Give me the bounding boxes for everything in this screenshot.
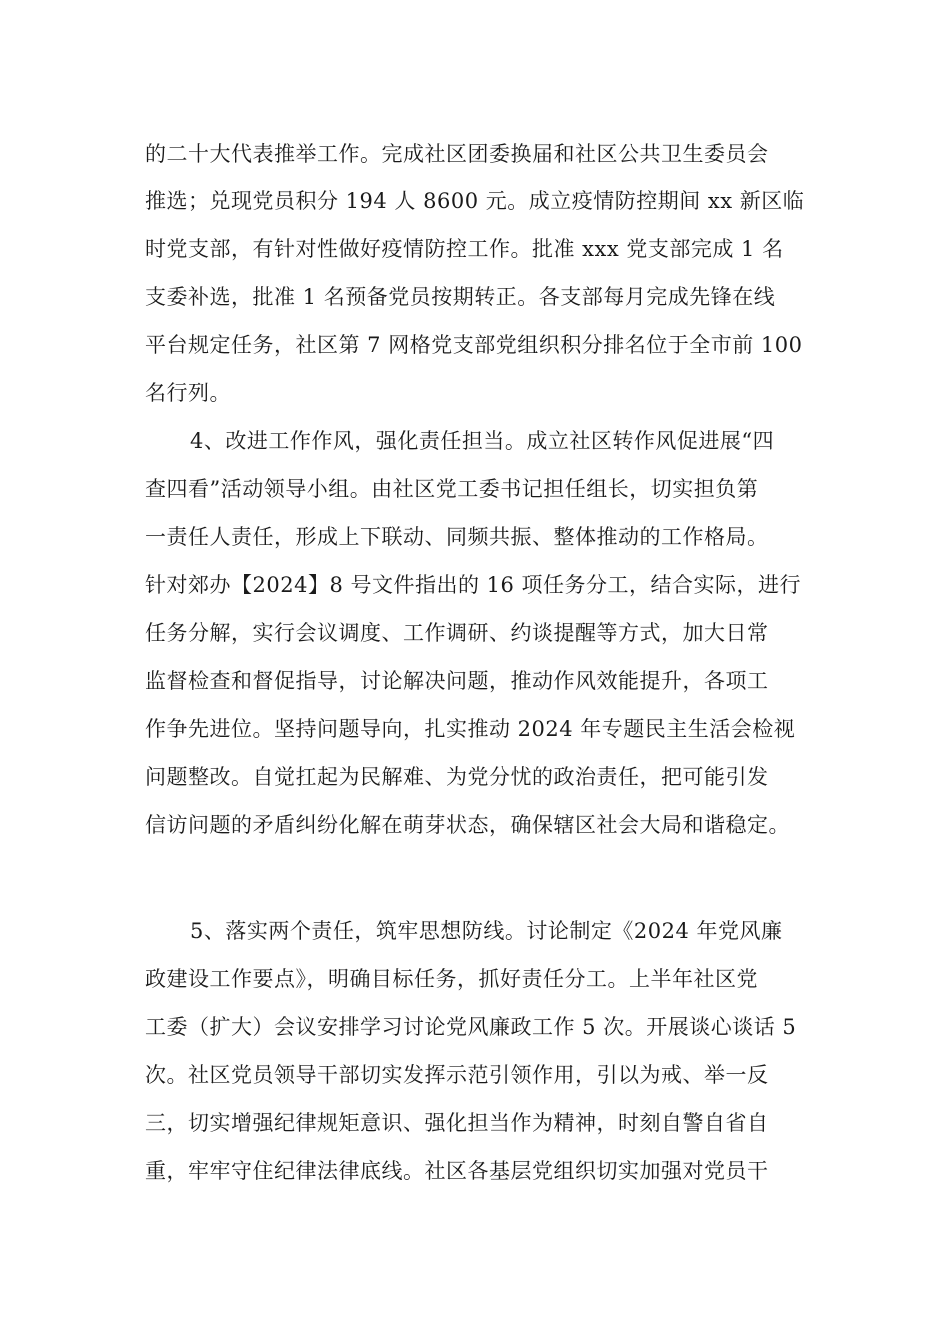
text-line: 政建设工作要点》，明确目标任务，抓好责任分工。上半年社区党 [145,967,758,991]
text-line: 信访问题的矛盾纠纷化解在萌芽状态，确保辖区社会大局和谐稳定。 [145,813,790,837]
text-line: 次。社区党员领导干部切实发挥示范引领作用，引以为戒、举一反 [145,1063,769,1087]
text-line: 时党支部，有针对性做好疫情防控工作。批准 xxx 党支部完成 1 名 [145,237,784,261]
text-line: 的二十大代表推举工作。完成社区团委换届和社区公共卫生委员会 [145,142,769,166]
text-line: 针对郊办【2024】8 号文件指出的 16 项任务分工，结合实际，进行 [145,573,802,597]
text-line: 4、改进工作作风，强化责任担当。成立社区转作风促进展“四 [190,429,775,453]
text-line: 三，切实增强纪律规矩意识、强化担当作为精神，时刻自警自省自 [145,1111,769,1135]
text-line: 工委（扩大）会议安排学习讨论党风廉政工作 5 次。开展谈心谈话 5 [145,1015,797,1039]
text-line: 问题整改。自觉扛起为民解难、为党分忧的政治责任，把可能引发 [145,765,769,789]
text-line: 支委补选，批准 1 名预备党员按期转正。各支部每月完成先锋在线 [145,285,776,309]
text-line: 重，牢牢守住纪律法律底线。社区各基层党组织切实加强对党员干 [145,1159,769,1183]
text-line: 任务分解，实行会议调度、工作调研、约谈提醒等方式，加大日常 [145,621,769,645]
text-line: 一责任人责任，形成上下联动、同频共振、整体推动的工作格局。 [145,525,769,549]
text-line: 5、落实两个责任，筑牢思想防线。讨论制定《2024 年党风廉 [190,919,783,943]
text-line: 推选；兑现党员积分 194 人 8600 元。成立疫情防控期间 xx 新区临 [145,189,805,213]
text-line: 平台规定任务，社区第 7 网格党支部党组织积分排名位于全市前 100 [145,333,803,357]
text-line: 作争先进位。坚持问题导向，扎实推动 2024 年专题民主生活会检视 [145,717,796,741]
text-line: 监督检查和督促指导，讨论解决问题，推动作风效能提升，各项工 [145,669,769,693]
text-line: 名行列。 [145,381,231,405]
text-line: 查四看”活动领导小组。由社区党工委书记担任组长，切实担负第 [145,477,759,501]
